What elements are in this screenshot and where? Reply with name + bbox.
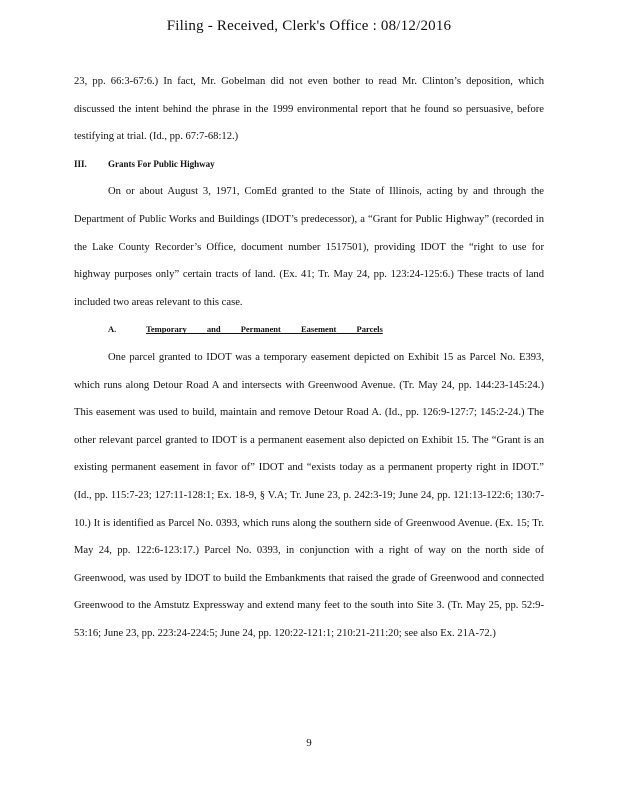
document-body [74, 68, 544, 647]
filing-header: Filing - Received, Clerk's Office : 08/12/2016 [166, 18, 452, 34]
paragraph-1: 23, pp. 66:3-67:6.) In fact, Mr. Gobelman did not even bother to read Mr. Clinton’s deposition, which discussed the intent behind the phrase in the 1999 environmental report that he found so persuasive, before testifying at trial. (Id., pp. 67:7-68:12.) [74, 76, 544, 143]
section-heading [74, 151, 544, 179]
section-number: III. [74, 158, 87, 169]
subsection-number: A. [108, 324, 117, 335]
subsection-title: Temporary and Permanent Easement Parcels [146, 324, 383, 335]
paragraph-2: On or about August 3, 1971, ComEd granted to the State of Illinois, acting by and through the Department of Public Works and Buildings (IDOT’s predecessor), a “Grant for Public Highway” (recorded in the Lake County Recorder’s Office, document number 1517501), providing IDOT the “right to use for highway purposes only” certain tracts of land. (Ex. 41; Tr. May 24, pp. 123:24-125:6.) These tracts of land included two areas relevant to this case. [74, 186, 544, 308]
page-number: 9 [306, 737, 312, 749]
subsection-heading [74, 316, 544, 344]
paragraph-3: One parcel granted to IDOT was a temporary easement depicted on Exhibit 15 as Parcel No. E393, which runs along Detour Road A and intersects with Greenwood Avenue. (Tr. May 24, pp. 144:23-145:24.) This easement was used to build, maintain and remove Detour Road A. (Id., pp. 126:9-127:7; 145:2-24.) The other relevant parcel granted to IDOT is a permanent easement also depicted on Exhibit 15. The “Grant is an existing permanent easement in favor of” IDOT and “exists today as a permanent property right in IDOT.” (Id., pp. 115:7-23; 127:11-128:1; Ex. 18-9, § V.A; Tr. June 23, p. 242:3-19; June 24, pp. 121:13-122:6; 130:7-10.) It is identified as Parcel No. 0393, which runs along the southern side of Greenwood Avenue. (Ex. 15; Tr. May 24, pp. 122:6-123:17.) Parcel No. 0393, in conjunction with a right of way on the north side of Greenwood, was used by IDOT to build the Embankments that raised the grade of Greenwood and connected Greenwood to the Amstutz Expressway and extend many feet to the south into Site 3. (Tr. May 25, pp. 52:9-53:16; June 23, pp. 223:24-224:5; June 24, pp. 120:22-121:1; 210:21-211:20; see also Ex. 21A-72.) [74, 351, 544, 639]
section-title: Grants For Public Highway [108, 158, 215, 169]
